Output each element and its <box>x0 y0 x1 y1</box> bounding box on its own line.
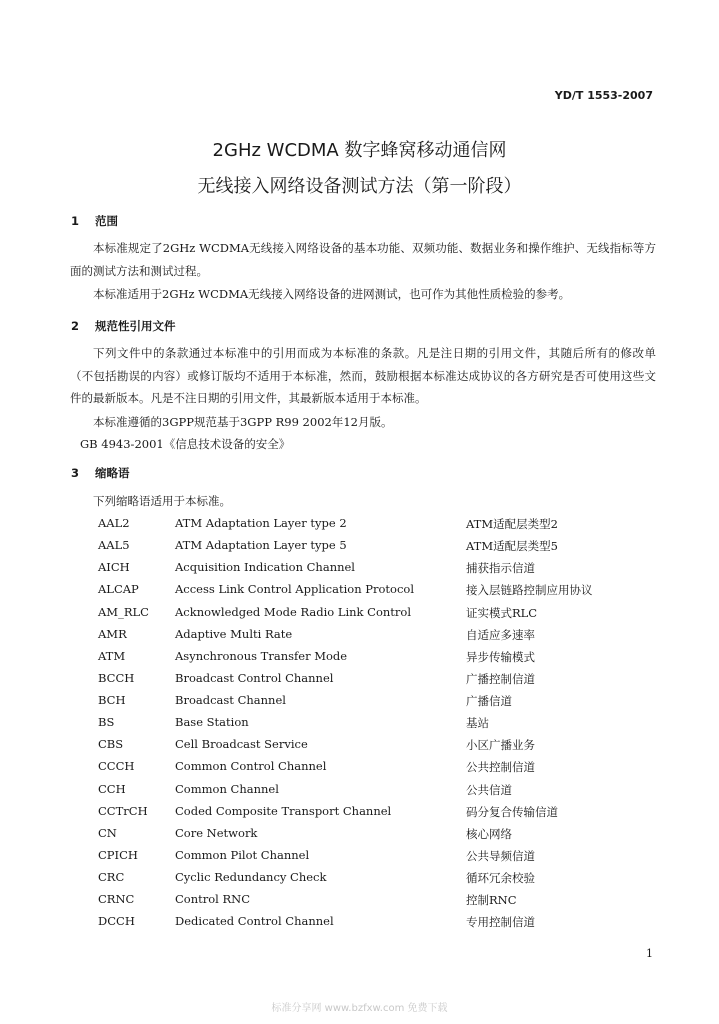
table-row <box>0 870 719 892</box>
chinese-term: 自适应多速率 <box>466 628 535 642</box>
abbreviation: BCCH <box>98 671 135 685</box>
chinese-term: 接入层链路控制应用协议 <box>466 583 593 597</box>
abbreviation: AMR <box>98 627 127 641</box>
english-term: Acquisition Indication Channel <box>175 560 355 574</box>
table-row <box>0 759 719 781</box>
abbreviation: CCCH <box>98 759 135 773</box>
abbreviations-intro: 下列缩略语适用于本标准。 <box>93 494 231 508</box>
section-number: 3 <box>71 466 80 480</box>
standard-number: YD/T 1553-2007 <box>554 89 653 102</box>
chinese-term: 核心网络 <box>466 827 512 841</box>
english-term: ATM Adaptation Layer type 5 <box>175 538 347 552</box>
english-term: Common Pilot Channel <box>175 848 310 862</box>
abbreviation: ALCAP <box>98 582 139 596</box>
section-1-heading <box>71 213 118 229</box>
abbreviation: AICH <box>98 560 130 574</box>
chinese-term: 控制RNC <box>466 893 517 907</box>
section-title: 规范性引用文件 <box>95 319 176 333</box>
table-row <box>0 804 719 826</box>
chinese-term: 证实模式RLC <box>466 606 538 620</box>
section-title: 缩略语 <box>95 466 130 480</box>
table-row <box>0 627 719 649</box>
english-term: Asynchronous Transfer Mode <box>175 649 348 663</box>
page-number: 1 <box>646 947 653 960</box>
english-term: Access Link Control Application Protocol <box>175 582 415 596</box>
section-1-paragraph-1: 本标准规定了2GHz WCDMA无线接入网络设备的基本功能、双频功能、数据业务和操作维护、无线指标等方面的测试方法和测试过程。 <box>70 241 656 278</box>
table-row <box>0 582 719 604</box>
chinese-term: 基站 <box>466 716 489 730</box>
english-term: ATM Adaptation Layer type 2 <box>175 516 347 530</box>
chinese-term: 广播控制信道 <box>466 672 535 686</box>
section-1-paragraph-2: 本标准适用于2GHz WCDMA无线接入网络设备的进网测试，也可作为其他性质检验的参考。 <box>93 287 571 301</box>
section-title: 范围 <box>95 214 118 228</box>
normative-reference: GB 4943-2001《信息技术设备的安全》 <box>80 437 291 451</box>
abbreviation: DCCH <box>98 914 135 928</box>
abbreviation: AAL2 <box>98 516 130 530</box>
table-row <box>0 693 719 715</box>
chinese-term: 异步传输模式 <box>466 650 535 664</box>
section-2-paragraph-2: 本标准遵循的3GPP规范基于3GPP R99 2002年12月版。 <box>93 415 393 429</box>
chinese-term: 小区广播业务 <box>466 738 535 752</box>
abbreviation: CPICH <box>98 848 138 862</box>
abbreviation: CRNC <box>98 892 135 906</box>
table-row <box>0 782 719 804</box>
table-row <box>0 715 719 737</box>
english-term: Dedicated Control Channel <box>175 914 334 928</box>
chinese-term: 捕获指示信道 <box>466 561 535 575</box>
table-row <box>0 737 719 759</box>
table-row <box>0 892 719 914</box>
section-number: 2 <box>71 319 80 333</box>
english-term: Common Control Channel <box>175 759 327 773</box>
table-row <box>0 560 719 582</box>
abbreviation: AAL5 <box>98 538 130 552</box>
table-row <box>0 826 719 848</box>
abbreviation: CRC <box>98 870 125 884</box>
abbreviation: BS <box>98 715 115 729</box>
section-2-heading <box>71 318 176 334</box>
table-row <box>0 848 719 870</box>
chinese-term: 公共控制信道 <box>466 760 535 774</box>
english-term: Core Network <box>175 826 258 840</box>
chinese-term: 循环冗余校验 <box>466 871 535 885</box>
chinese-term: ATM适配层类型2 <box>466 517 558 531</box>
chinese-term: ATM适配层类型5 <box>466 539 558 553</box>
section-3-heading <box>71 465 130 481</box>
table-row <box>0 649 719 671</box>
english-term: Coded Composite Transport Channel <box>175 804 392 818</box>
abbreviation: AM_RLC <box>98 605 149 619</box>
english-term: Base Station <box>175 715 249 729</box>
chinese-term: 广播信道 <box>466 694 512 708</box>
english-term: Acknowledged Mode Radio Link Control <box>175 605 412 619</box>
english-term: Broadcast Channel <box>175 693 286 707</box>
table-row <box>0 671 719 693</box>
abbreviation: CBS <box>98 737 124 751</box>
english-term: Adaptive Multi Rate <box>175 627 293 641</box>
footer-watermark[interactable]: 标准分享网 www.bzfxw.com 免费下载 <box>271 1003 448 1014</box>
chinese-term: 公共信道 <box>466 783 512 797</box>
document-title-line-2: 无线接入网络设备测试方法（第一阶段） <box>197 176 522 197</box>
table-row <box>0 516 719 538</box>
chinese-term: 公共导频信道 <box>466 849 535 863</box>
table-row <box>0 538 719 560</box>
abbreviation: CCTrCH <box>98 804 148 818</box>
table-row <box>0 914 719 936</box>
section-number: 1 <box>71 214 80 228</box>
chinese-term: 码分复合传输信道 <box>466 805 558 819</box>
chinese-term: 专用控制信道 <box>466 915 535 929</box>
english-term: Cell Broadcast Service <box>175 737 308 751</box>
english-term: Cyclic Redundancy Check <box>175 870 327 884</box>
english-term: Common Channel <box>175 782 279 796</box>
section-2-paragraph-1: 下列文件中的条款通过本标准中的引用而成为本标准的条款。凡是注日期的引用文件，其随后所有的修改单（不包括勘误的内容）或修订版均不适用于本标准，然而，鼓励根据本标准达成协议的各方研究是否可使用这些文件的最新版本。凡是不注日期的引用文件，其最新版本适用于本标准。 <box>70 346 656 405</box>
abbreviation: ATM <box>98 649 126 663</box>
abbreviation: CN <box>98 826 117 840</box>
abbreviation: BCH <box>98 693 126 707</box>
english-term: Broadcast Control Channel <box>175 671 334 685</box>
english-term: Control RNC <box>175 892 251 906</box>
table-row <box>0 605 719 627</box>
abbreviation: CCH <box>98 782 126 796</box>
document-title-line-1: 2GHz WCDMA 数字蜂窝移动通信网 <box>212 140 507 161</box>
